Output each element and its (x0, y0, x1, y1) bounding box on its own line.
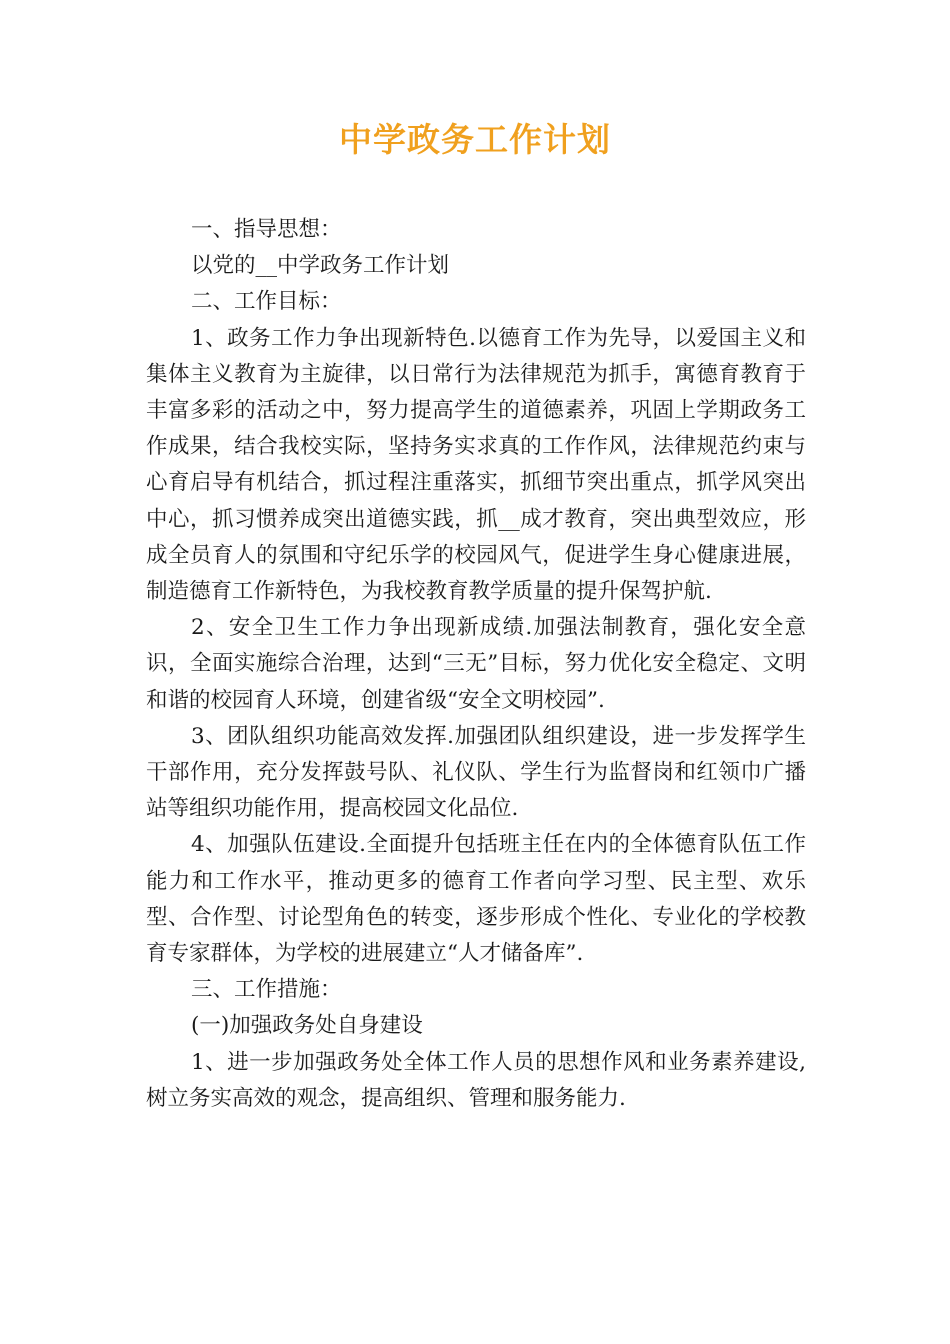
paragraph-measure-1-1: 1、进一步加强政务处全体工作人员的思想作风和业务素养建设,树立务实高效的观念，提高组织、管理和服务能力. (146, 1049, 806, 1111)
paragraph-goal-4: 4、加强队伍建设.全面提升包括班主任在内的全体德育队伍工作能力和工作水平，推动更多的德育工作者向学习型、民主型、欢乐型、合作型、讨论型角色的转变，逐步形成个性化、专业化的学校教育专家群体，为学校的进展建立“人才储备库”. (146, 832, 806, 967)
paragraph-goal-3: 3、团队组织功能高效发挥.加强团队组织建设，进一步发挥学生干部作用，充分发挥鼓号队、礼仪队、学生行为监督岗和红领巾广播站等组织功能作用，提高校园文化品位. (146, 723, 806, 822)
paragraph-goal-2: 2、安全卫生工作力争出现新成绩.加强法制教育，强化安全意识，全面实施综合治理，达到“三无”目标，努力优化安全稳定、文明和谐的校园育人环境，创建省级“安全文明校园”. (146, 615, 806, 713)
heading-work-measures: 三、工作措施： (191, 977, 342, 1003)
document-title: 中学政务工作计划 (339, 120, 611, 159)
heading-guiding-ideology: 一、指导思想： (191, 217, 342, 242)
paragraph-guiding-ideology: 以党的__中学政务工作计划 (191, 253, 450, 279)
document-body (146, 212, 806, 1117)
heading-work-goals: 二、工作目标： (191, 289, 342, 315)
paragraph-goal-1: 1、政务工作力争出现新特色.以德育工作为先导，以爱国主义和集体主义教育为主旋律，以日常行为法律规范为抓手，寓德育教育于丰富多彩的活动之中，努力提高学生的道德素养，巩固上学期政务工作成果，结合我校实际，坚持务实求真的工作作风，法律规范约束与心育启导有机结合，抓过程注重落实，抓细节突出重点，抓学风突出中心，抓习惯养成突出道德实践，抓__成才教育，突出典型效应，形成全员育人的氛围和守纪乐学的校园风气，促进学生身心健康进展，制造德育工作新特色，为我校教育教学质量的提升保驾护航. (146, 325, 806, 605)
subheading-measure-1: (一)加强政务处自身建设 (191, 1013, 423, 1039)
